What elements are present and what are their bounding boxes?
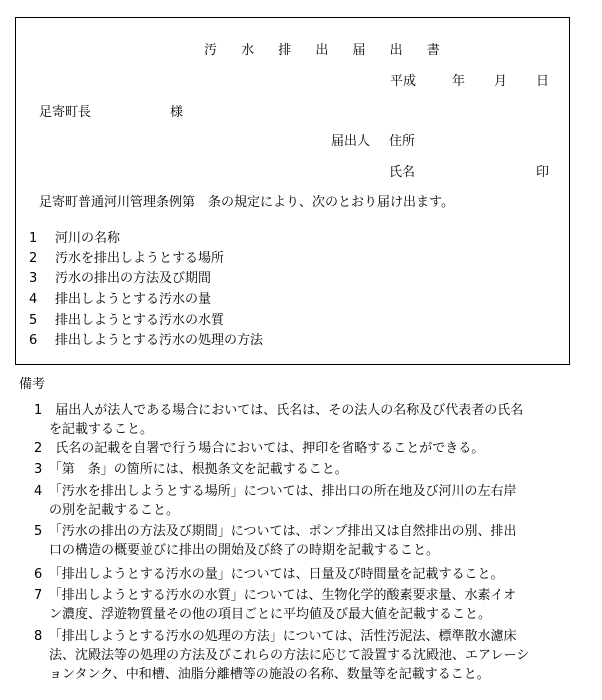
name-label: 氏名 [389, 165, 416, 180]
item-text: 河川の名称 [55, 231, 121, 246]
note-line: 2 氏名の記載を自署で行う場合においては、押印を省略することができる。 [34, 441, 485, 456]
note-item [34, 522, 590, 560]
list-item [29, 313, 224, 329]
item-number: 3 [29, 271, 38, 286]
seal-mark: 印 [536, 165, 550, 180]
note-item [34, 565, 590, 584]
note-item [34, 401, 590, 439]
note-line: を記載すること。 [49, 422, 154, 437]
list-item [29, 333, 263, 349]
list-item [29, 231, 120, 247]
list-item [29, 271, 211, 287]
list-item [29, 292, 211, 308]
item-text: 汚水を排出しようとする場所 [55, 251, 225, 266]
note-line: の別を記載すること。 [49, 503, 180, 518]
statement-text: 足寄町普通河川管理条例第 条の規定により、次のとおり届け出ます。 [39, 195, 454, 210]
list-item [29, 251, 224, 267]
notes-heading: 備考 [19, 377, 46, 392]
item-number: 4 [29, 292, 38, 307]
note-line: ョンタンク、中和槽、油脂分離槽等の施設の名称、数量等を記載すること。 [49, 667, 490, 682]
note-item [34, 460, 590, 479]
address-label: 住所 [389, 134, 416, 149]
note-line: 4 「汚水を排出しようとする場所」については、排出口の所在地及び河川の左右岸 [34, 484, 517, 499]
note-line: 3 「第 条」の箇所には、根拠条文を記載すること。 [34, 462, 348, 477]
note-line: 6 「排出しようとする汚水の量」については、日量及び時間量を記載すること。 [34, 567, 504, 582]
item-text: 排出しようとする汚水の水質 [55, 313, 225, 328]
addressee-name: 足寄町長 [39, 105, 92, 120]
note-line: 8 「排出しようとする汚水の処理の方法」については、活性汚泥法、標準散水濾床 [34, 629, 517, 644]
note-item [34, 439, 590, 458]
note-line: 1 届出人が法人である場合においては、氏名は、その法人の名称及び代表者の氏名 [34, 403, 524, 418]
addressee-honorific: 様 [170, 105, 184, 120]
note-line: 口の構造の概要並びに排出の開始及び終了の時期を記載すること。 [49, 543, 440, 558]
item-text: 排出しようとする汚水の処理の方法 [55, 333, 264, 348]
note-item [34, 482, 590, 520]
item-number: 5 [29, 313, 38, 328]
item-text: 汚水の排出の方法及び期間 [55, 271, 212, 286]
applicant-label: 届出人 [331, 134, 371, 149]
date-year: 年 [452, 74, 466, 89]
date-month: 月 [494, 74, 508, 89]
item-number: 6 [29, 333, 38, 348]
date-day: 日 [536, 74, 550, 89]
form-title: 汚 水 排 出 届 出 書 [204, 43, 450, 58]
note-line: 5 「汚水の排出の方法及び期間」については、ポンプ排出又は自然排出の別、排出 [34, 524, 517, 539]
note-item [34, 627, 590, 684]
item-number: 1 [29, 231, 38, 246]
date-era: 平成 [390, 74, 417, 89]
note-line: ン濃度、浮遊物質量その他の項目ごとに平均値及び最大値を記載すること。 [49, 607, 492, 622]
note-item [34, 586, 590, 624]
item-number: 2 [29, 251, 38, 266]
note-line: 法、沈殿法等の処理の方法及びこれらの方法に応じて設置する沈殿池、エアレーシ [49, 648, 530, 663]
note-line: 7 「排出しようとする汚水の水質」については、生物化学的酸素要求量、水素イオ [34, 588, 517, 603]
item-text: 排出しようとする汚水の量 [55, 292, 212, 307]
